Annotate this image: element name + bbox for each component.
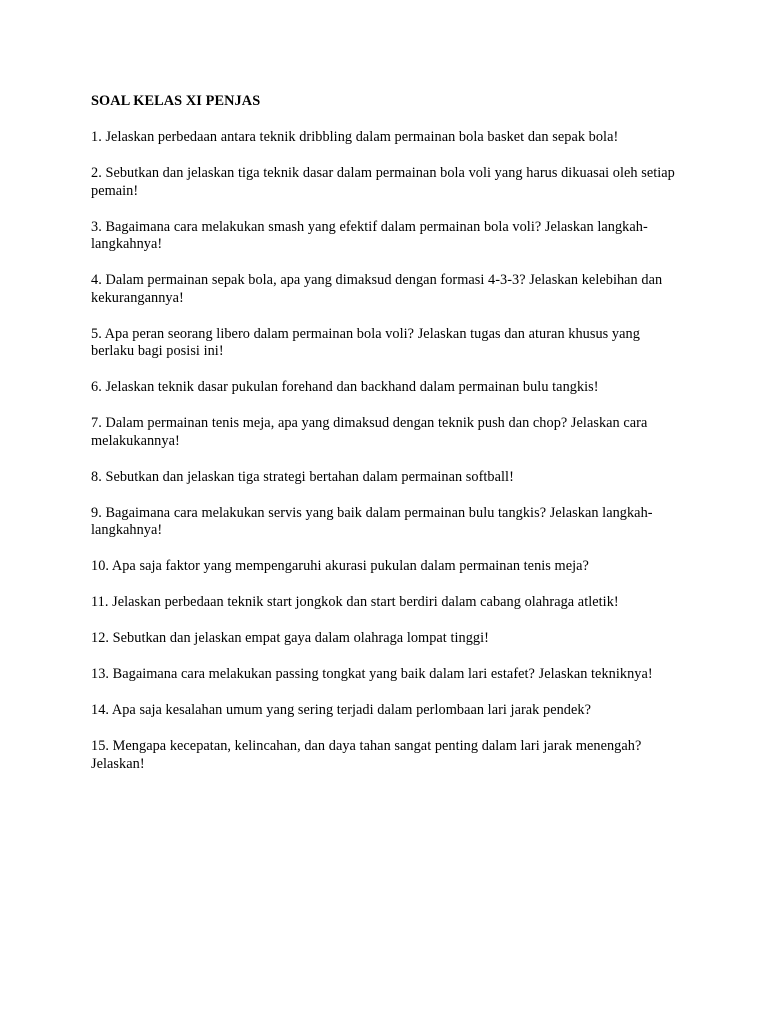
- question-item: 11. Jelaskan perbedaan teknik start jongkok dan start berdiri dalam cabang olahraga atletik!: [91, 594, 619, 610]
- question-item: 14. Apa saja kesalahan umum yang sering terjadi dalam perlombaan lari jarak pendek?: [91, 702, 591, 718]
- question-item: 5. Apa peran seorang libero dalam permainan bola voli? Jelaskan tugas dan aturan khusus yang berlaku bagi posisi ini!: [91, 325, 640, 359]
- question-item: 10. Apa saja faktor yang mempengaruhi akurasi pukulan dalam permainan tenis meja?: [91, 558, 589, 574]
- question-item: 8. Sebutkan dan jelaskan tiga strategi bertahan dalam permainan softball!: [91, 468, 514, 485]
- question-item: 9. Bagaimana cara melakukan servis yang baik dalam permainan bulu tangkis? Jelaskan langkah-langkahnya!: [91, 504, 653, 538]
- question-item: 13. Bagaimana cara melakukan passing tongkat yang baik dalam lari estafet? Jelaskan tekniknya!: [91, 666, 653, 682]
- question-item: 15. Mengapa kecepatan, kelincahan, dan daya tahan sangat penting dalam lari jarak menengah? Jelaskan!: [91, 738, 642, 772]
- document-content: [91, 93, 686, 773]
- document-title: SOAL KELAS XI PENJAS: [91, 93, 261, 109]
- question-item: 1. Jelaskan perbedaan antara teknik dribbling dalam permainan bola basket dan sepak bola!: [91, 129, 619, 145]
- question-item: 7. Dalam permainan tenis meja, apa yang dimaksud dengan teknik push dan chop? Jelaskan cara melakukannya!: [91, 415, 648, 449]
- question-item: 2. Sebutkan dan jelaskan tiga teknik dasar dalam permainan bola voli yang harus dikuasai oleh setiap pemain!: [91, 165, 675, 199]
- question-item: 4. Dalam permainan sepak bola, apa yang dimaksud dengan formasi 4-3-3? Jelaskan kelebihan dan kekurangannya!: [91, 272, 663, 306]
- question-list: [91, 129, 686, 773]
- question-item: 12. Sebutkan dan jelaskan empat gaya dalam olahraga lompat tinggi!: [91, 630, 489, 646]
- question-item: 6. Jelaskan teknik dasar pukulan forehand dan backhand dalam permainan bulu tangkis!: [91, 379, 599, 395]
- question-item: 3. Bagaimana cara melakukan smash yang efektif dalam permainan bola voli? Jelaskan langkah-langkahnya!: [91, 218, 648, 252]
